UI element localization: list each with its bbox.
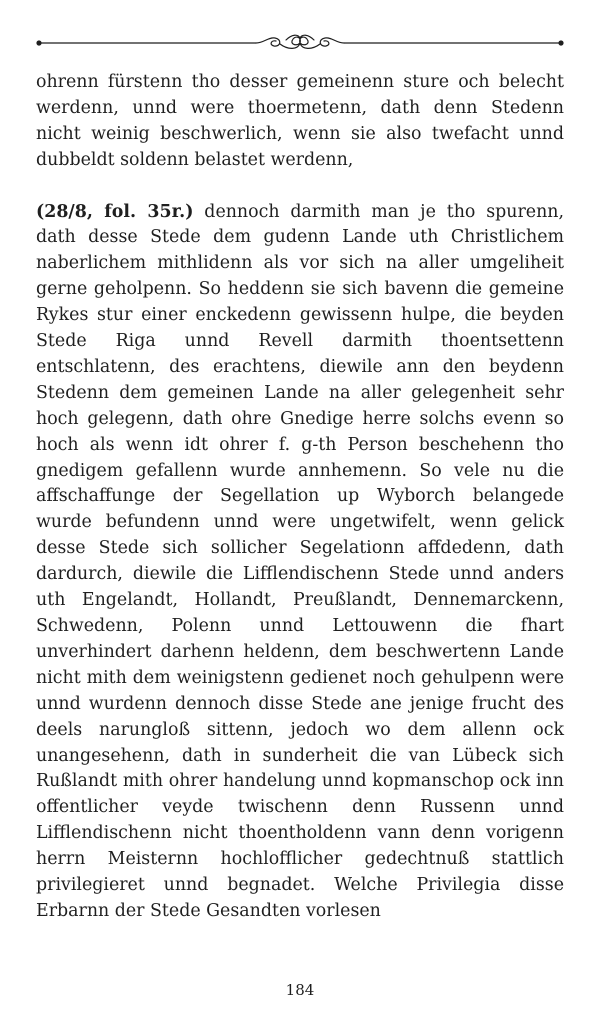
paragraph-continuation (36, 70, 564, 174)
header-ornament-rule (36, 32, 564, 54)
paragraph-folio (36, 200, 564, 925)
rule-end-dot-right (558, 40, 563, 45)
flourish-icon (256, 35, 344, 48)
paragraph-text: ohrenn fürstenn tho desser gemeinenn sture och belecht werdenn, unnd were thoermetenn, dath denn Stedenn nicht weinig beschwerlich, wenn sie also twefacht unnd dubbeldt soldenn belastet werdenn, (36, 72, 564, 170)
body-text (36, 70, 564, 925)
page-number: 184 (285, 981, 315, 999)
paragraph-text: dennoch darmith man je tho spurenn, dath desse Stede dem gudenn Lande uth Christlichem naberlichem mithlidenn als vor sich na aller umgeliheit gerne geholpenn. So heddenn sie sich bavenn die gemeine Rykes stur einer enckedenn gewissenn hulpe, die beyden Stede Riga unnd Revell darmith thoentsettenn entschlatenn, des erachtens, diewile ann den beydenn Stedenn dem gemeinen Lande na aller gelegenheit sehr hoch gelegenn, dath ohre Gnedige herre solchs evenn so hoch als wenn idt ohrer f. g-th Person beschehenn tho gnedigem gefallenn wurde annhemenn. So vele nu die affschaffunge der Segellation up Wyborch belangede wurde befundenn unnd were ungetwifelt, wenn gelick desse Stede sich sollicher Segelationn affdedenn, dath dardurch, diewile die Lifflendischenn Stede unnd anders uth Engelandt, Hollandt, Preußlandt, Dennemarckenn, Schwedenn, Polenn unnd Lettouwenn die fhart unverhindert darhenn heldenn, dem beschwertenn Lande nicht mith dem weinigstenn gedienet noch gehulpenn were unnd wurdenn dennoch disse Stede ane jenige frucht des deels narungloß sittenn, jedoch wo dem allenn ock unangesehenn, dath in sunderheit die van Lübeck sich Rußlandt mith ohrer handelung unnd kopmanschop ock inn offentlicher veyde twischenn denn Russenn unnd Lifflendischenn nicht thoentholdenn vann denn vorigenn herrn Meisternn hochlofflicher gedechtnuß stattlich privilegieret unnd begnadet. Welche Privilegia disse Erbarnn der Stede Gesandten vorlesen (36, 201, 564, 921)
folio-reference: (28/8, fol. 35r.) (36, 201, 194, 222)
